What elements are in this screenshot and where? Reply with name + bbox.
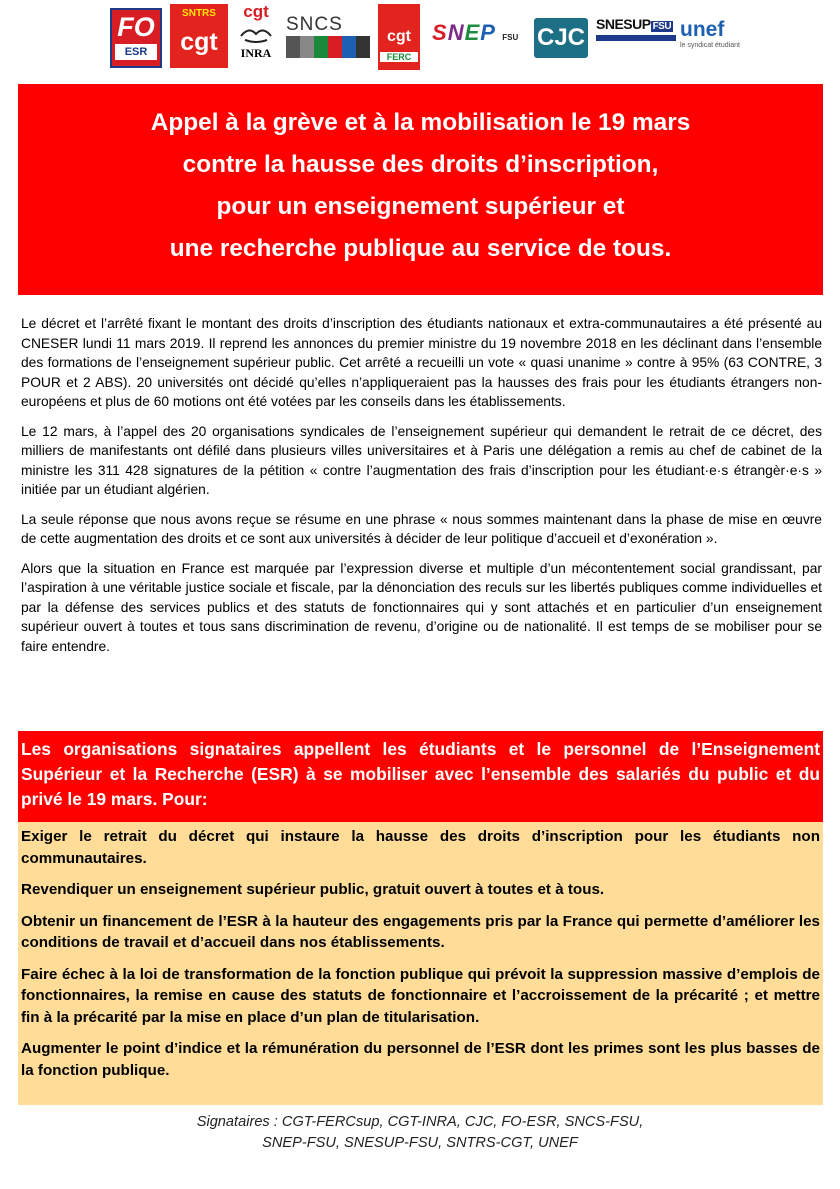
demand-item: Exiger le retrait du décret qui instaure la hausse des droits d’inscription pour les étudiants non communautaires.	[21, 828, 820, 867]
title-line: pour un enseignement supérieur et	[216, 193, 625, 220]
fo-logo-sub: ESR	[115, 44, 157, 60]
snep-letter-s: S	[432, 20, 448, 45]
paragraph: La seule réponse que nous avons reçue se résume en une phrase « nous sommes maintenant dans la phase de mise en œuvre de cette augmentation des droits et ce sont aux universités à décider de leur politique d’accueil et d’exonération ».	[21, 511, 822, 546]
signatories-label: Signataires :	[196, 1114, 278, 1130]
fo-logo-text: FO	[117, 12, 155, 42]
title-line: contre la hausse des droits d’inscription,	[182, 151, 659, 178]
snep-letter-n: N	[447, 20, 465, 45]
sntrs-logo-main: cgt	[180, 28, 218, 56]
unef-logo-main: unef	[680, 18, 725, 41]
snesup-logo-sub: FSU	[652, 21, 672, 32]
cgt-inra-logo	[234, 2, 278, 70]
sncs-logo-bars	[286, 36, 370, 58]
demand-item: Augmenter le point d’indice et la rémunération du personnel de l’ESR dont les primes sont les plus basses de la fonction publique.	[21, 1040, 820, 1079]
sntrs-logo-top: SNTRS	[182, 8, 216, 19]
signatories-line-1	[0, 1112, 840, 1133]
call-heading: Les organisations signataires appellent les étudiants et le personnel de l’Enseignement Supérieur et la Recherche (ESR) à se mobiliser avec l’ensemble des salariés du public et du privé le 19 mars. Pour:	[21, 739, 820, 809]
paragraph: Le décret et l’arrêté fixant le montant des droits d’inscription des étudiants nationaux et extra-communautaires a été présenté au CNESER lundi 11 mars 2019. Il reprend les annonces du premier ministre du 19 novembre 2018 en les déclinant dans l’ensemble des formations de l’enseignement supérieur public. Cet arrêté a recueilli un vote « quasi unanime » contre à 95% (63 CONTRE, 3 POUR et 2 ABS). 20 universités ont décidé qu’elles n’appliqueraient pas la hausses des frais pour les étudiants étrangers non-européens et plus de 60 motions ont été votées par les conseils dans les établissements.	[21, 316, 822, 409]
cgt-fercsup-logo	[378, 4, 420, 70]
cjc-logo: CJC	[534, 18, 588, 58]
handshake-icon	[239, 22, 273, 46]
title-line: une recherche publique au service de tous.	[169, 235, 672, 262]
union-logos	[110, 2, 750, 74]
signatories	[0, 1112, 840, 1154]
cgt-inra-logo-bottom: INRA	[240, 46, 272, 60]
snesup-logo-text	[596, 16, 676, 32]
snep-logo-sub: FSU	[502, 33, 519, 42]
demand-item: Faire échec à la loi de transformation de la fonction publique qui prévoit la suppression massive d’emplois de fonctionnaires, la remise en cause des statuts de fonctionnaire et l’accroissement de la précarité ; et mettre fin à la précarité par la mise en place d’un plan de titularisation.	[21, 965, 820, 1026]
unef-logo	[680, 18, 746, 58]
paragraph: Le 12 mars, à l’appel des 20 organisations syndicales de l’enseignement supérieur qui demandent le retrait de ce décret, des milliers de manifestants ont défilé dans plusieurs villes universitaires et à Paris une délégation a remis au chef de cabinet de la ministre les 311 428 signatures de la pétition « contre l’augmentation des frais d’inscription pour les étudiant·e·s étrangèr·e·s » initiée par un étudiant algérien.	[21, 423, 822, 497]
demand-item: Revendiquer un enseignement supérieur public, gratuit ouvert à toutes et à tous.	[21, 881, 605, 898]
paragraph: Alors que la situation en France est marquée par l’expression diverse et multiple d’un mécontentement social grandissant, par l’aspiration à une véritable justice sociale et fiscale, par la dénonciation des reculs sur les libertés publiques comme individuelles et par la défense des services publics et des statuts de fonctionnaires qui y sont attachés et en particulier d’un enseignement supérieur ouvert à toutes et tous sans discrimination de revenu, d’origine ou de nationalité. Il est temps de se mobiliser pour se faire entendre.	[21, 560, 822, 654]
snep-letter-p: P	[480, 20, 496, 45]
fo-esr-logo	[110, 8, 162, 68]
cgt-inra-logo-top: cgt	[243, 2, 269, 21]
sncs-logo-text: SNCS	[286, 14, 343, 35]
sncs-logo	[286, 14, 370, 62]
unef-logo-sub: le syndicat étudiant	[680, 42, 740, 49]
signatories-list-1: CGT-FERCsup, CGT-INRA, CJC, FO-ESR, SNCS-FSU,	[281, 1114, 644, 1130]
snesup-logo-bar	[596, 35, 676, 41]
fercsup-logo-main: cgt	[387, 28, 411, 45]
demands-box	[18, 822, 823, 1105]
snesup-logo-main: SNESUP	[596, 16, 651, 32]
title-banner	[18, 84, 823, 295]
body-text	[21, 314, 822, 666]
snesup-fsu-logo	[596, 16, 676, 60]
signatories-line-2: SNEP-FSU, SNESUP-FSU, SNTRS-CGT, UNEF	[262, 1135, 578, 1151]
snep-letter-e: E	[464, 20, 481, 45]
fercsup-logo-sub: FERC	[380, 52, 418, 62]
snep-fsu-logo	[432, 20, 528, 60]
call-heading-box	[18, 731, 823, 822]
demand-item: Obtenir un financement de l’ESR à la hauteur des engagements pris par la France qui permette d’améliorer les conditions de travail et d’accueil dans nos établissements.	[21, 912, 820, 951]
title-line: Appel à la grève et à la mobilisation le 19 mars	[150, 109, 691, 136]
sntrs-cgt-logo	[170, 4, 228, 68]
